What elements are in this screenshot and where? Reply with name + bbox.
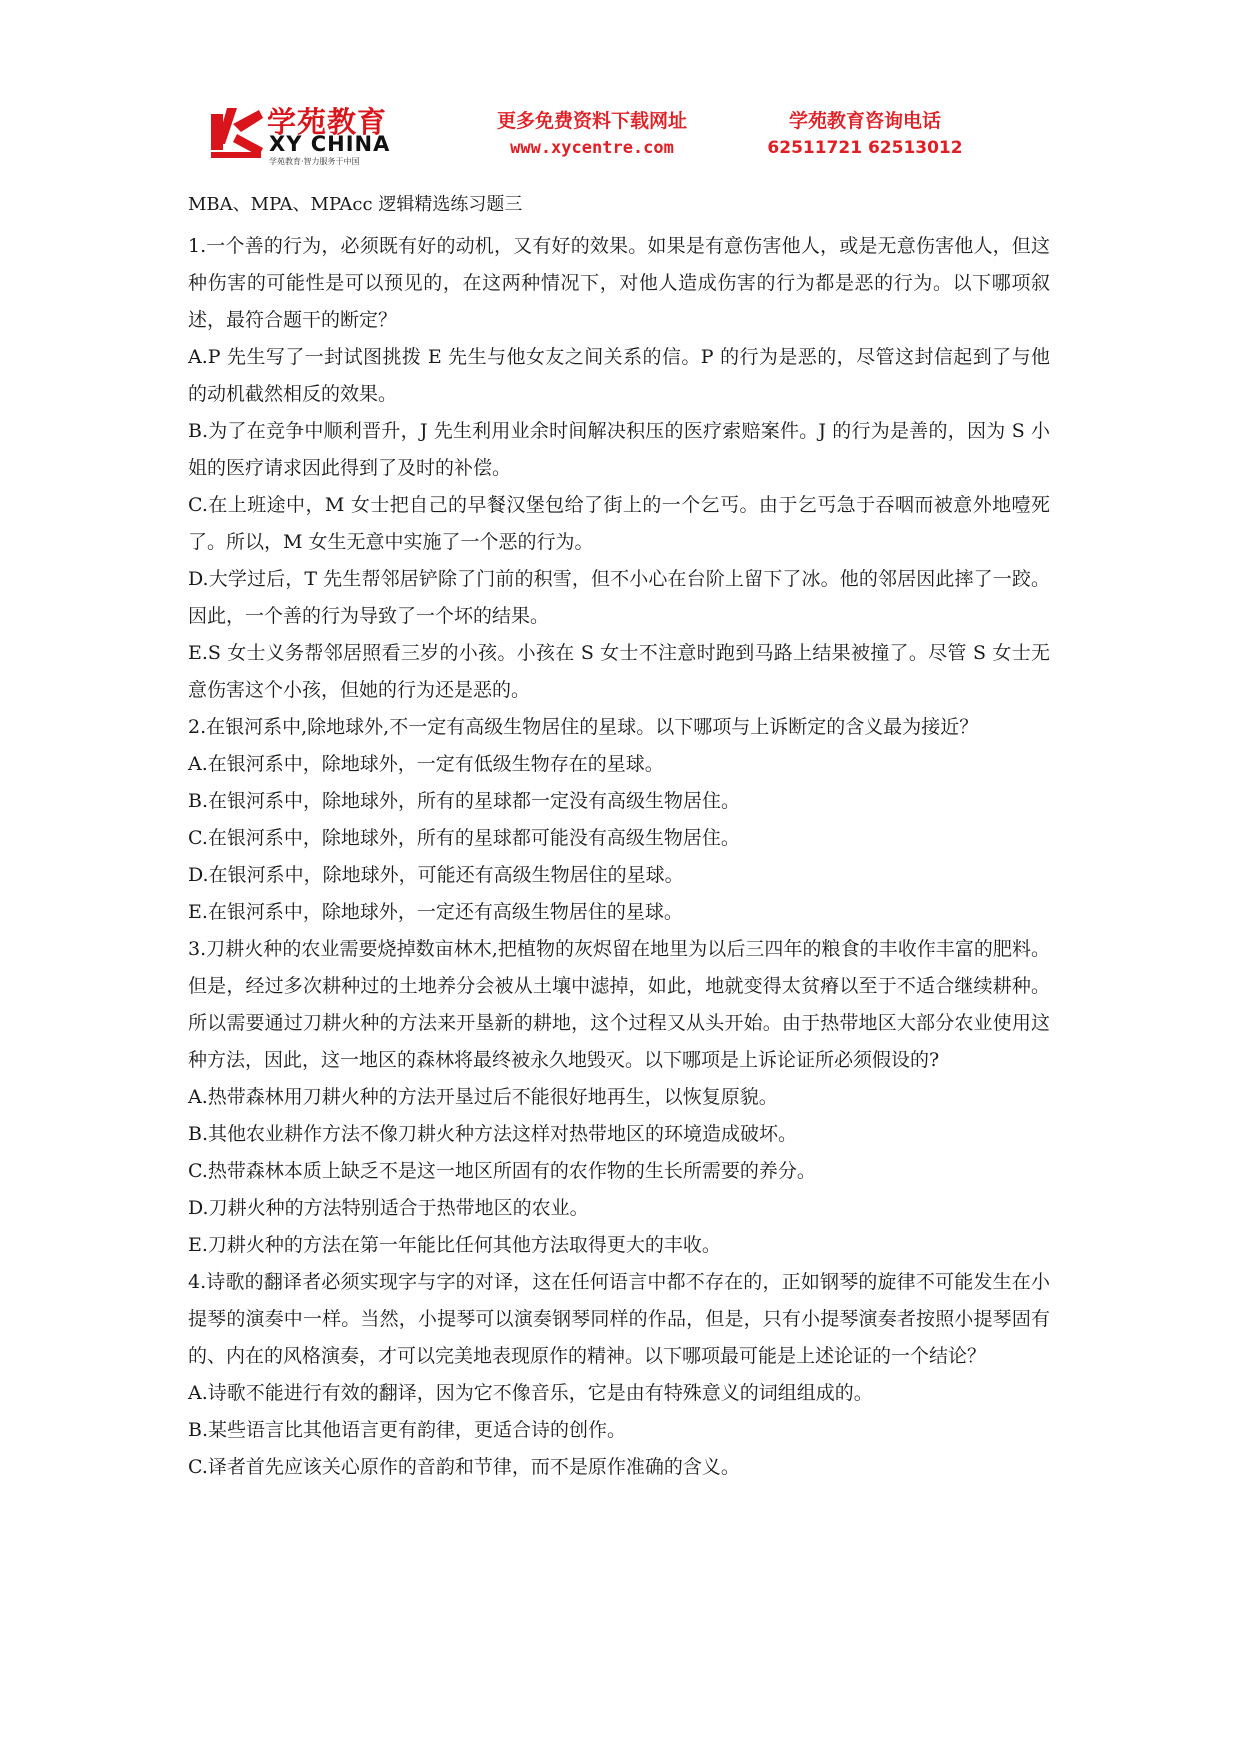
answer-option: C.在上班途中，M 女士把自己的早餐汉堡包给了街上的一个乞丐。由于乞丐急于吞咽而被意外地噎死了。所以，M 女生无意中实施了一个恶的行为。 — [188, 494, 1050, 553]
answer-option: B.其他农业耕作方法不像刀耕火种方法这样对热带地区的环境造成破坏。 — [188, 1123, 798, 1145]
logo-chinese-name: 学苑教育 — [267, 105, 388, 139]
answer-option: A.P 先生写了一封试图挑拨 E 先生与他女友之间关系的信。P 的行为是恶的，尽管这封信起到了与他的动机截然相反的效果。 — [188, 346, 1050, 405]
download-label: 更多免费资料下载网址 — [496, 110, 687, 132]
answer-option: A.在银河系中，除地球外，一定有低级生物存在的星球。 — [188, 753, 664, 775]
question-list — [188, 228, 1050, 1486]
question-stem: 3.刀耕火种的农业需要烧掉数亩林木,把植物的灰烬留在地里为以后三四年的粮食的丰收作丰富的肥料。但是，经过多次耕种过的土地养分会被从土壤中滤掉，如此，地就变得太贫瘠以至于不适合继续耕种。所以需要通过刀耕火种的方法来开垦新的耕地，这个过程又从头开始。由于热带地区大部分农业使用这种方法，因此，这一地区的森林将最终被永久地毁灭。以下哪项是上诉论证所必须假设的? — [188, 938, 1050, 1071]
download-info — [487, 108, 697, 162]
answer-option: E.S 女士义务帮邻居照看三岁的小孩。小孩在 S 女士不注意时跑到马路上结果被撞了。尽管 S 女士无意伤害这个小孩，但她的行为还是恶的。 — [188, 642, 1050, 701]
contact-phones: 62511721 62513012 — [767, 138, 963, 158]
question-stem: 4.诗歌的翻译者必须实现字与字的对译，这在任何语言中都不存在的，正如钢琴的旋律不可能发生在小提琴的演奏中一样。当然，小提琴可以演奏钢琴同样的作品，但是，只有小提琴演奏者按照小提琴固有的、内在的风格演奏，才可以完美地表现原作的精神。以下哪项最可能是上述论证的一个结论？ — [188, 1271, 1050, 1367]
question-stem: 1.一个善的行为，必须既有好的动机，又有好的效果。如果是有意伤害他人，或是无意伤害他人，但这种伤害的可能性是可以预见的，在这两种情况下，对他人造成伤害的行为都是恶的行为。以下哪项叙述，最符合题干的断定？ — [188, 235, 1050, 331]
answer-option: C.热带森林本质上缺乏不是这一地区所固有的农作物的生长所需要的养分。 — [188, 1160, 816, 1182]
xy-logo-mark-icon — [207, 104, 265, 160]
answer-option: A.诗歌不能进行有效的翻译，因为它不像音乐，它是由有特殊意义的词组组成的。 — [188, 1382, 873, 1404]
xy-china-logo — [205, 100, 405, 164]
contact-info — [765, 108, 965, 162]
contact-label: 学苑教育咨询电话 — [788, 110, 941, 132]
answer-option: C.译者首先应该关心原作的音韵和节律，而不是原作准确的含义。 — [188, 1456, 740, 1478]
logo-slogan: 学苑教育·智力服务于中国 — [269, 157, 360, 166]
download-url-link[interactable]: www.xycentre.com — [510, 138, 674, 158]
question-stem: 2.在银河系中,除地球外,不一定有高级生物居住的星球。以下哪项与上诉断定的含义最为接近？ — [188, 716, 979, 738]
logo-english-name: XY CHINA — [269, 132, 391, 156]
answer-option: C.在银河系中，除地球外，所有的星球都可能没有高级生物居住。 — [188, 827, 740, 849]
document-title: MBA、MPA、MPAcc 逻辑精选练习题三 — [188, 194, 523, 215]
document-body — [188, 190, 1050, 1486]
answer-option: D.在银河系中，除地球外，可能还有高级生物居住的星球。 — [188, 864, 684, 886]
page-header — [205, 100, 1005, 170]
answer-option: D.刀耕火种的方法特别适合于热带地区的农业。 — [188, 1197, 589, 1219]
answer-option: E.在银河系中，除地球外，一定还有高级生物居住的星球。 — [188, 901, 683, 923]
answer-option: D.大学过后，T 先生帮邻居铲除了门前的积雪，但不小心在台阶上留下了冰。他的邻居因此摔了一跤。因此，一个善的行为导致了一个坏的结果。 — [188, 568, 1050, 627]
answer-option: B.某些语言比其他语言更有韵律，更适合诗的创作。 — [188, 1419, 627, 1441]
answer-option: B.为了在竞争中顺利晋升，J 先生利用业余时间解决积压的医疗索赔案件。J 的行为是善的，因为 S 小姐的医疗请求因此得到了及时的补偿。 — [188, 420, 1050, 479]
answer-option: E.刀耕火种的方法在第一年能比任何其他方法取得更大的丰收。 — [188, 1234, 721, 1256]
answer-option: B.在银河系中，除地球外，所有的星球都一定没有高级生物居住。 — [188, 790, 741, 812]
answer-option: A.热带森林用刀耕火种的方法开垦过后不能很好地再生，以恢复原貌。 — [188, 1086, 778, 1108]
